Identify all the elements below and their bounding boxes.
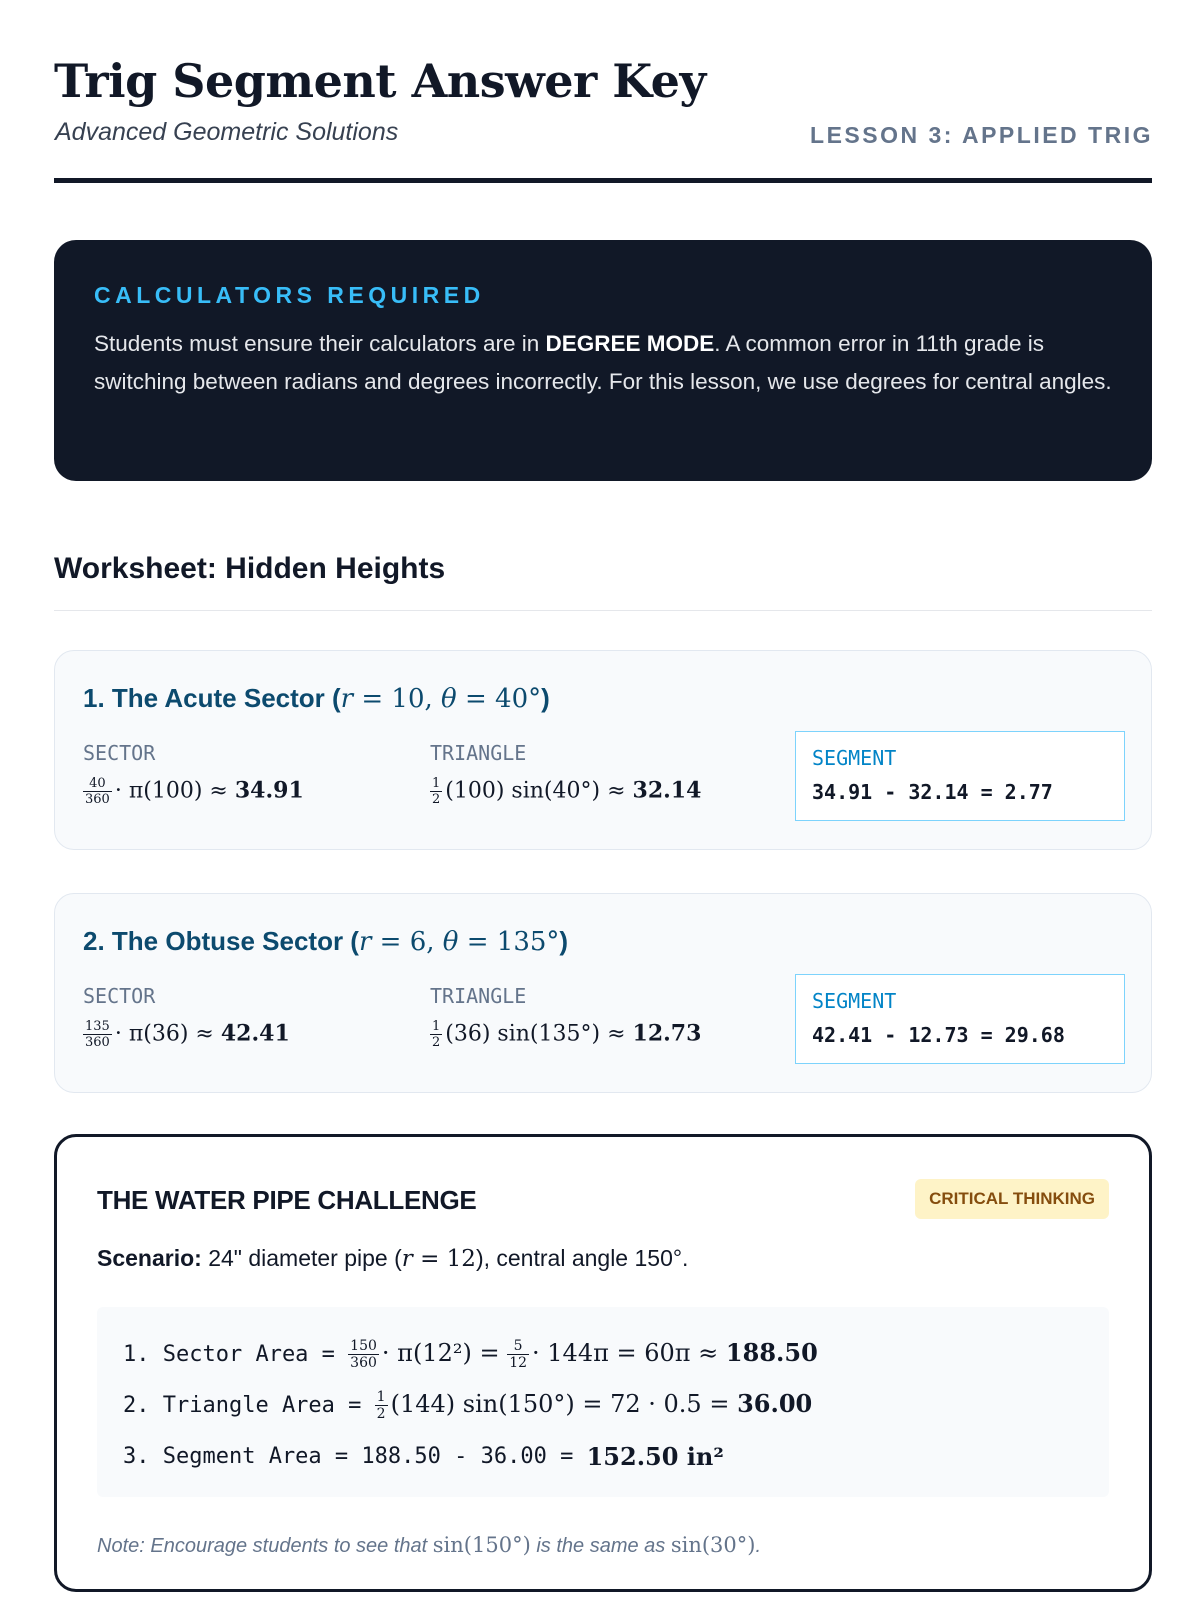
- challenge-title: THE WATER PIPE CHALLENGE: [97, 1185, 477, 1215]
- triangle-expression: (100) sin(40°) ≈: [445, 778, 633, 804]
- scenario-description: 24" diameter pipe (: [201, 1245, 402, 1271]
- triangle-fraction: [430, 776, 442, 807]
- notice-emphasis: DEGREE MODE: [545, 331, 715, 356]
- triangle-expression: (36) sin(135°) ≈: [445, 1021, 633, 1047]
- fraction-numerator: 1: [376, 1389, 386, 1405]
- step-expression: · π(12²) =: [381, 1339, 508, 1367]
- triangle-result: 32.14: [632, 777, 702, 804]
- notice-text-end: . A common error in 11th grade is switching between radians and degrees incorrectly. For this lesson, we use degrees for central angles.: [94, 331, 1112, 394]
- solution-step: [123, 1380, 1109, 1431]
- sector-computation: [83, 1019, 290, 1050]
- sector-fraction: [83, 776, 112, 807]
- segment-result-box: [795, 974, 1125, 1064]
- sector-label: SECTOR: [83, 741, 156, 765]
- note-text: is the same as: [530, 1535, 671, 1557]
- fraction-numerator: 1: [432, 1019, 441, 1034]
- fraction-denominator: 2: [432, 1035, 441, 1050]
- teacher-note: [97, 1533, 761, 1558]
- sector-label: SECTOR: [83, 984, 156, 1008]
- note-expression: sin(150°): [432, 1533, 531, 1557]
- problem-params: r = 10, θ = 40°: [340, 684, 542, 714]
- note-expression: sin(30°): [670, 1533, 756, 1557]
- fraction-denominator: 360: [85, 1035, 110, 1050]
- sector-result: 42.41: [220, 1020, 290, 1047]
- problem-radius: 10: [391, 684, 425, 714]
- lesson-label: LESSON 3: APPLIED TRIG: [810, 122, 1153, 148]
- section-divider: [54, 610, 1152, 611]
- step-math: [348, 1338, 818, 1371]
- scenario-radius-expr: r = 12: [401, 1246, 476, 1272]
- step-math: [375, 1389, 813, 1422]
- notice-text-start: Students must ensure their calculators are in: [94, 331, 546, 356]
- step-result: 188.50: [725, 1338, 818, 1367]
- segment-result-box: [795, 731, 1125, 821]
- triangle-label: TRIANGLE: [430, 741, 527, 765]
- header-divider: [54, 178, 1152, 183]
- fraction-numerator: 135: [85, 1019, 110, 1034]
- notice-heading: CALCULATORS REQUIRED: [94, 282, 485, 308]
- segment-label: SEGMENT: [812, 989, 897, 1013]
- step-expression: (144) sin(150°) = 72 · 0.5 =: [390, 1390, 738, 1418]
- step-prefix: 1. Sector Area =: [123, 1342, 349, 1367]
- problem-title-text: 1. The Acute Sector (: [83, 683, 341, 713]
- scenario-tail: ), central angle 150°.: [475, 1245, 689, 1271]
- fraction-denominator: 2: [376, 1406, 386, 1422]
- step-math: [587, 1442, 724, 1471]
- step-fraction: [348, 1338, 379, 1371]
- triangle-computation: [430, 1019, 701, 1050]
- triangle-computation: [430, 776, 701, 807]
- problem-card: [54, 893, 1152, 1093]
- triangle-fraction: [430, 1019, 442, 1050]
- step-prefix: 2. Triangle Area =: [123, 1393, 375, 1418]
- sector-expression: · π(36) ≈: [114, 1021, 221, 1047]
- fraction-numerator: 40: [83, 776, 112, 792]
- sector-computation: [83, 776, 304, 807]
- calculator-notice: [54, 240, 1152, 481]
- worksheet-title: Worksheet: Hidden Heights: [54, 552, 446, 585]
- fraction-numerator: 1: [432, 776, 441, 791]
- problem-params: r = 6, θ = 135°: [358, 927, 560, 957]
- problem-angle: 40°: [495, 684, 542, 714]
- page-title: Trig Segment Answer Key: [54, 54, 706, 108]
- fraction-numerator: 5: [507, 1338, 529, 1355]
- step-prefix: 3. Segment Area = 188.50 - 36.00 =: [123, 1444, 587, 1469]
- fraction-denominator: 360: [350, 1355, 377, 1371]
- scenario-text: [97, 1245, 688, 1272]
- problem-title: 1. The Acute Sector (r = 10, θ = 40°): [83, 683, 550, 714]
- solution-step: [123, 1431, 1109, 1482]
- fraction-numerator: 150: [350, 1338, 377, 1354]
- note-text: .: [755, 1535, 762, 1557]
- step-fraction: [375, 1389, 388, 1422]
- water-pipe-challenge: [54, 1134, 1152, 1592]
- solution-steps: [97, 1307, 1109, 1497]
- sector-fraction: [83, 1019, 112, 1050]
- problem-card: [54, 650, 1152, 850]
- solution-step: [123, 1329, 1109, 1380]
- problem-angle: 135°: [496, 927, 560, 957]
- fraction-denominator: 12: [509, 1355, 528, 1371]
- sector-result: 34.91: [234, 777, 304, 804]
- step-fraction: [507, 1338, 529, 1371]
- notice-text: [94, 325, 1112, 401]
- page-subtitle: Advanced Geometric Solutions: [55, 118, 399, 146]
- problem-title-text: 2. The Obtuse Sector (: [83, 926, 359, 956]
- fraction-denominator: 2: [432, 792, 441, 807]
- segment-value: 42.41 - 12.73 = 29.68: [812, 1023, 1065, 1047]
- critical-thinking-badge: CRITICAL THINKING: [915, 1179, 1109, 1219]
- step-result: 152.50 in²: [586, 1442, 724, 1471]
- step-result: 36.00: [737, 1389, 813, 1418]
- sector-expression: · π(100) ≈: [114, 778, 235, 804]
- segment-label: SEGMENT: [812, 746, 897, 770]
- problem-title: 2. The Obtuse Sector (r = 6, θ = 135°): [83, 926, 569, 957]
- segment-value: 34.91 - 32.14 = 2.77: [812, 780, 1053, 804]
- fraction-denominator: 360: [85, 792, 110, 807]
- note-text: Note: Encourage students to see that: [97, 1535, 433, 1557]
- triangle-result: 12.73: [632, 1020, 702, 1047]
- scenario-radius: 12: [446, 1246, 476, 1272]
- problem-radius: 6: [409, 927, 427, 957]
- step-expression: · 144π = 60π ≈: [532, 1339, 726, 1367]
- triangle-label: TRIANGLE: [430, 984, 527, 1008]
- scenario-label: Scenario:: [97, 1245, 202, 1271]
